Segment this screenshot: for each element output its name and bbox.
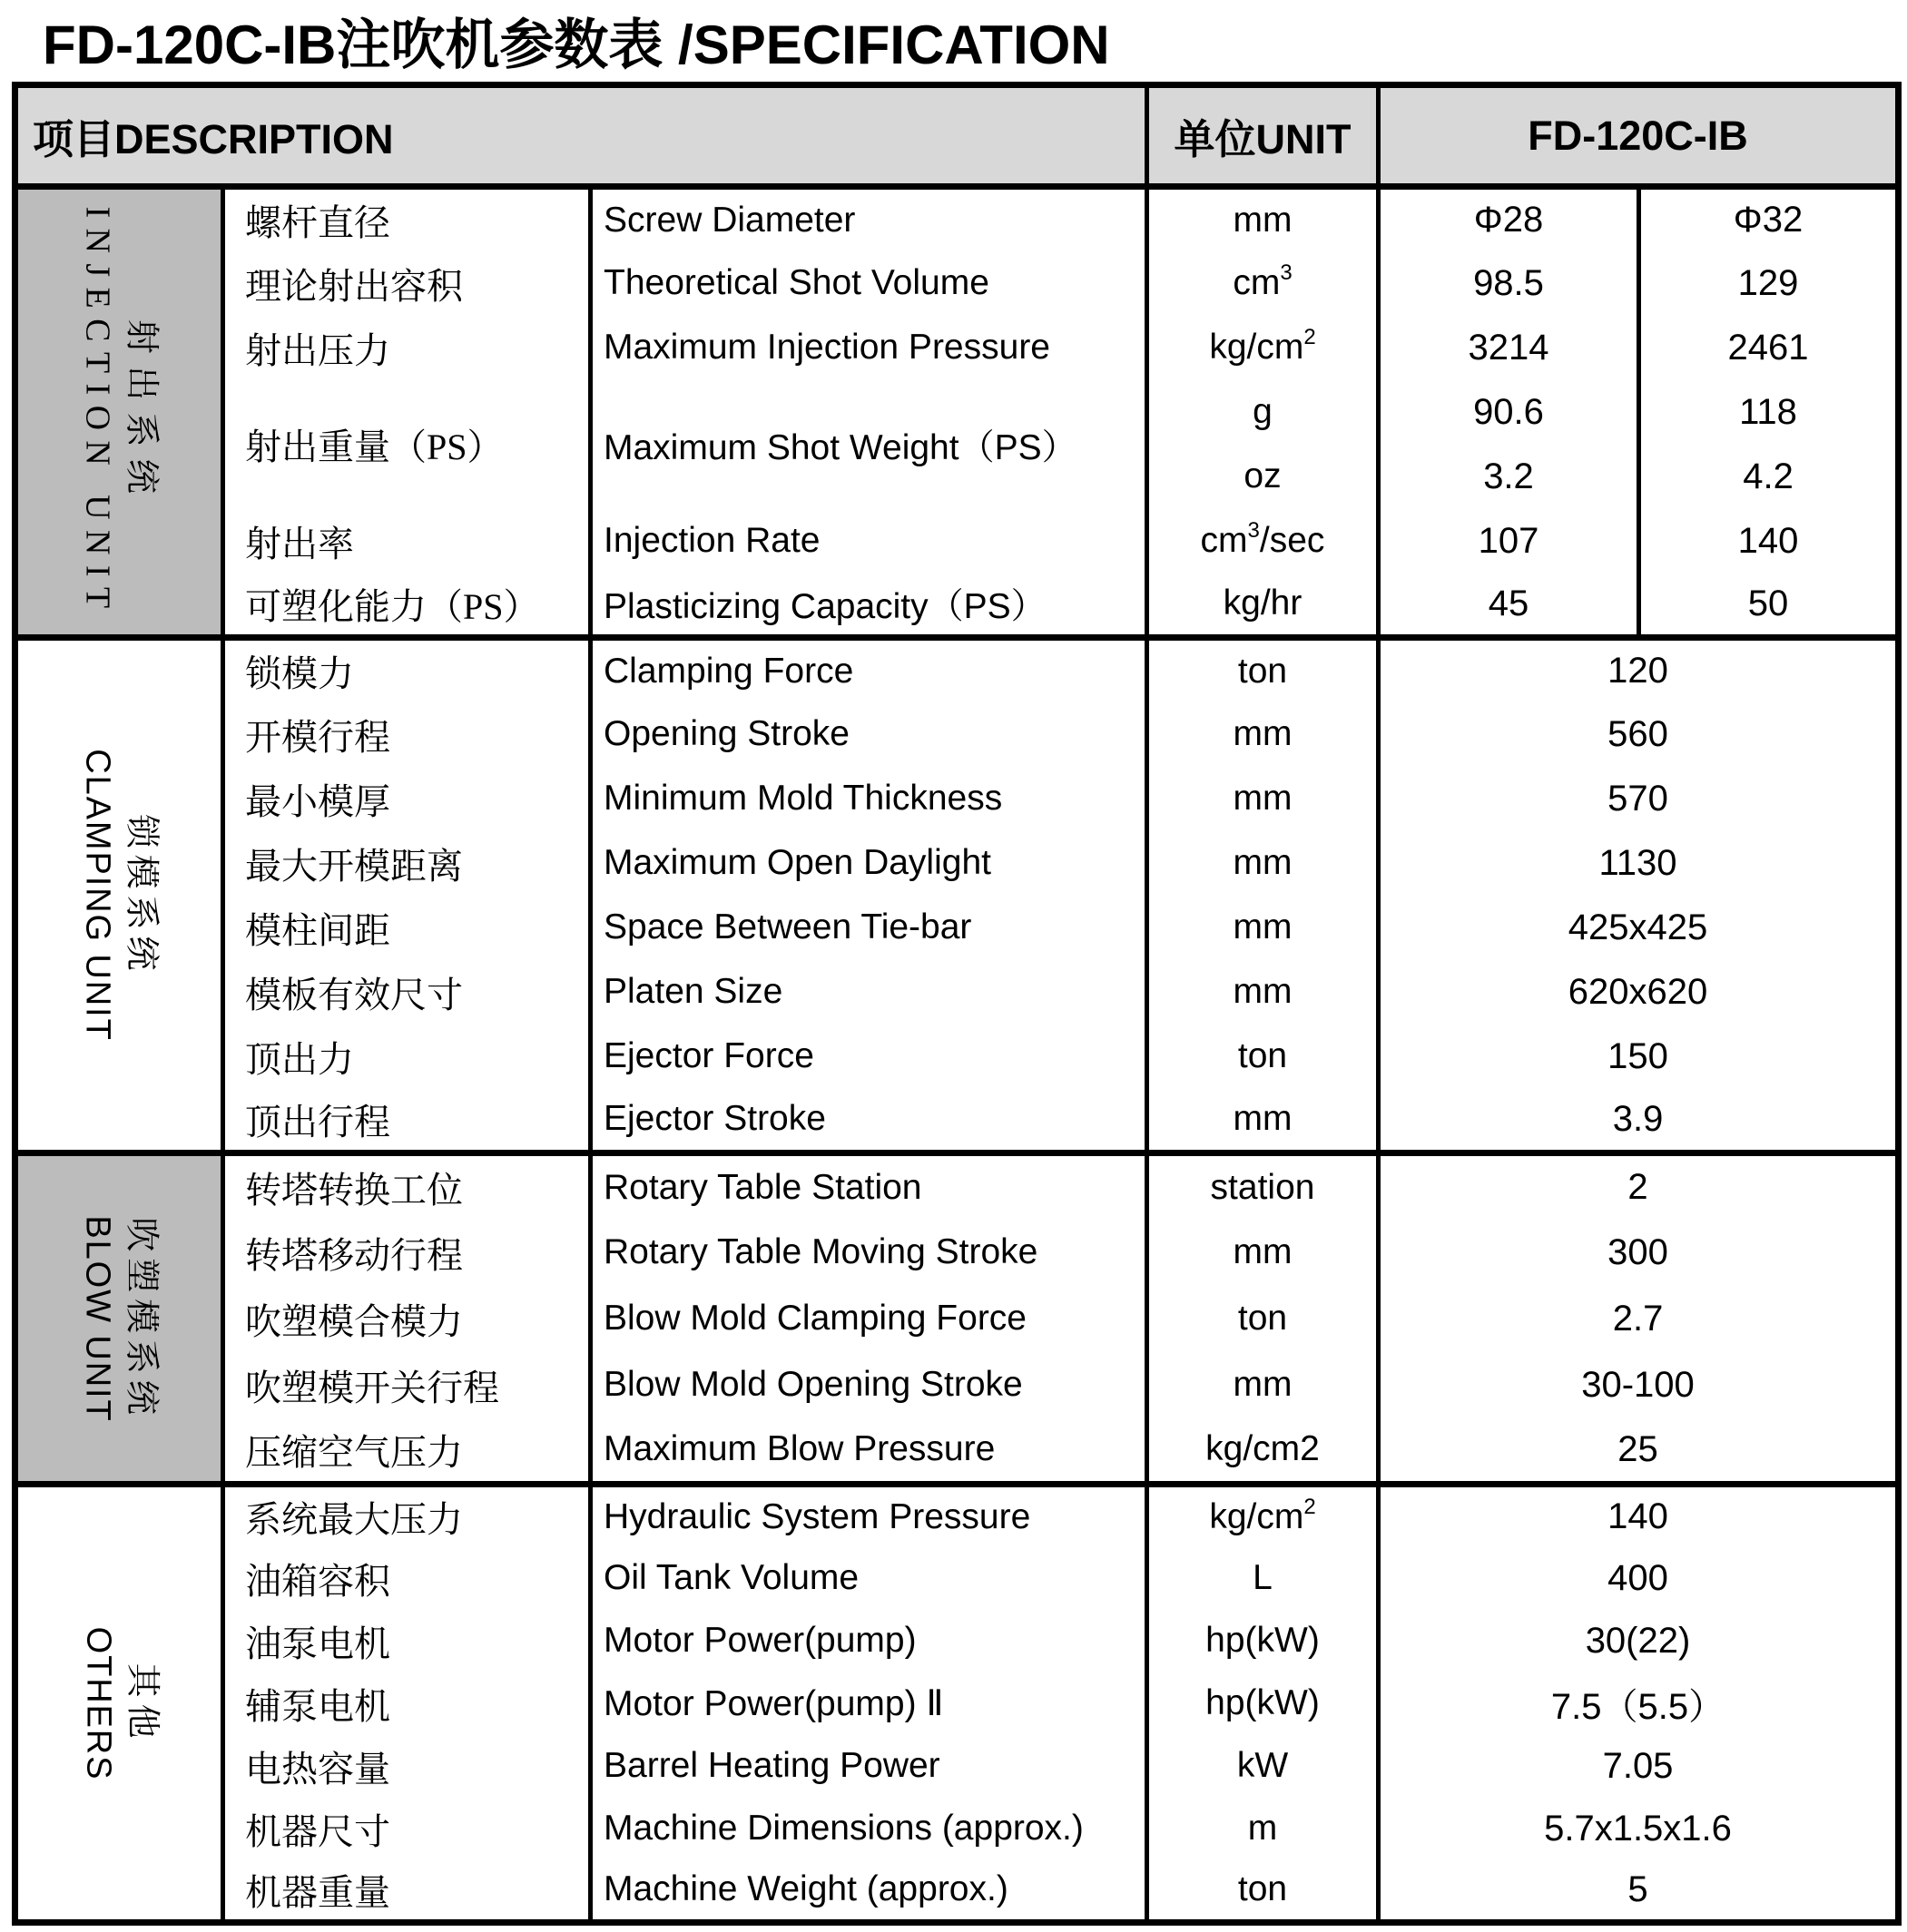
section-label-cn: 射出系统	[123, 319, 162, 505]
value-cell: 120	[1379, 638, 1899, 702]
unit-label: m	[1247, 1809, 1278, 1848]
section-label-rotated	[76, 749, 162, 1041]
row-label-en: Rotary Table Station	[591, 1153, 1147, 1220]
row-label-en: Space Between Tie-bar	[591, 896, 1147, 960]
value-cell: 25	[1379, 1418, 1899, 1485]
row-label-cn: 转塔移动行程	[223, 1220, 591, 1286]
unit-label: ton	[1237, 1869, 1288, 1909]
unit-cell	[1147, 702, 1379, 767]
unit-superscript: 3	[1280, 260, 1293, 285]
spec-table-header	[15, 85, 1899, 187]
section-label-en: CLAMPING UNIT	[79, 749, 118, 1042]
table-row	[15, 1860, 1899, 1923]
row-label-cn: 最小模厚	[223, 767, 591, 831]
unit-superscript: 3	[1247, 518, 1260, 543]
value-cell: Φ28	[1379, 187, 1639, 251]
row-label-en: Machine Weight (approx.)	[591, 1860, 1147, 1923]
row-label-en: Clamping Force	[591, 638, 1147, 702]
unit-cell	[1147, 1547, 1379, 1610]
table-row	[15, 1485, 1899, 1547]
table-row	[15, 831, 1899, 896]
table-row	[15, 1547, 1899, 1610]
value-cell: 98.5	[1379, 251, 1639, 316]
value-cell: 570	[1379, 767, 1899, 831]
unit-cell	[1147, 638, 1379, 702]
section-label-injection-unit	[15, 187, 223, 638]
row-label-cn: 系统最大压力	[223, 1485, 591, 1547]
unit-cell	[1147, 509, 1379, 574]
row-label-en: Opening Stroke	[591, 702, 1147, 767]
value-cell: 30(22)	[1379, 1610, 1899, 1672]
row-label-en: Maximum Shot Weight（PS）	[591, 380, 1147, 509]
spec-table	[12, 82, 1902, 1926]
value-cell: 2	[1379, 1153, 1899, 1220]
row-label-cn: 吹塑模合模力	[223, 1286, 591, 1352]
value-cell: 50	[1639, 574, 1899, 638]
unit-label: mm	[1233, 1099, 1293, 1139]
row-label-en: Blow Mold Opening Stroke	[591, 1352, 1147, 1418]
unit-label: ton	[1237, 1036, 1288, 1075]
value-cell: 90.6	[1379, 380, 1639, 445]
unit-cell	[1147, 767, 1379, 831]
section-label-blow-unit	[15, 1153, 223, 1485]
row-label-cn: 最大开模距离	[223, 831, 591, 896]
row-label-cn: 转塔转换工位	[223, 1153, 591, 1220]
unit-cell	[1147, 380, 1379, 445]
row-label-cn: 可塑化能力（PS）	[223, 574, 591, 638]
header-description: 项目DESCRIPTION	[15, 85, 1147, 187]
row-label-en: Theoretical Shot Volume	[591, 251, 1147, 316]
table-row	[15, 1610, 1899, 1672]
row-label-cn: 理论射出容积	[223, 251, 591, 316]
unit-cell	[1147, 1485, 1379, 1547]
value-cell: 560	[1379, 702, 1899, 767]
row-label-en: Barrel Heating Power	[591, 1735, 1147, 1798]
section-label-rotated	[76, 1626, 162, 1780]
table-row	[15, 702, 1899, 767]
unit-cell	[1147, 445, 1379, 509]
section-label-rotated	[76, 206, 162, 618]
unit-cell	[1147, 316, 1379, 380]
unit-superscript: 2	[1303, 1494, 1316, 1519]
unit-label-tail: /sec	[1259, 521, 1325, 560]
unit-cell	[1147, 1798, 1379, 1860]
unit-superscript: 2	[1303, 325, 1316, 349]
value-cell: 400	[1379, 1547, 1899, 1610]
table-row	[15, 1735, 1899, 1798]
unit-label: ton	[1237, 1299, 1288, 1338]
value-cell: 3214	[1379, 316, 1639, 380]
unit-cell	[1147, 1286, 1379, 1352]
row-label-en: Motor Power(pump) Ⅱ	[591, 1672, 1147, 1735]
row-label-cn: 油箱容积	[223, 1547, 591, 1610]
unit-cell	[1147, 251, 1379, 316]
spec-table-body	[15, 187, 1899, 1923]
section-label-en: INJECTION UNIT	[79, 205, 118, 619]
table-row	[15, 574, 1899, 638]
row-label-en: Maximum Injection Pressure	[591, 316, 1147, 380]
row-label-cn: 顶出行程	[223, 1089, 591, 1153]
value-cell: 45	[1379, 574, 1639, 638]
row-label-en: Hydraulic System Pressure	[591, 1485, 1147, 1547]
row-label-cn: 射出压力	[223, 316, 591, 380]
unit-label: cm	[1200, 521, 1248, 560]
row-label-en: Screw Diameter	[591, 187, 1147, 251]
value-cell: 7.05	[1379, 1735, 1899, 1798]
row-label-cn: 射出重量（PS）	[223, 380, 591, 509]
unit-label: kW	[1236, 1746, 1289, 1785]
header-model: FD-120C-IB	[1379, 85, 1899, 187]
table-row	[15, 1798, 1899, 1860]
value-cell: 118	[1639, 380, 1899, 445]
value-cell: 5.7x1.5x1.6	[1379, 1798, 1899, 1860]
section-label-cn: 锁模系统	[123, 813, 161, 977]
row-label-en: Blow Mold Clamping Force	[591, 1286, 1147, 1352]
row-label-en: Ejector Stroke	[591, 1089, 1147, 1153]
section-label-others	[15, 1485, 223, 1923]
section-label-wrap	[18, 1156, 221, 1481]
unit-cell	[1147, 1860, 1379, 1923]
table-row	[15, 1418, 1899, 1485]
unit-cell	[1147, 1025, 1379, 1089]
value-cell: 3.2	[1379, 445, 1639, 509]
value-cell: 2461	[1639, 316, 1899, 380]
value-cell: 150	[1379, 1025, 1899, 1089]
value-cell: 3.9	[1379, 1089, 1899, 1153]
value-cell: 4.2	[1639, 445, 1899, 509]
unit-cell	[1147, 1610, 1379, 1672]
table-row	[15, 960, 1899, 1025]
section-label-clamping-unit	[15, 638, 223, 1153]
row-label-cn: 压缩空气压力	[223, 1418, 591, 1485]
row-label-cn: 锁模力	[223, 638, 591, 702]
header-unit: 单位UNIT	[1147, 85, 1379, 187]
unit-label: mm	[1233, 200, 1293, 240]
unit-label: ton	[1237, 651, 1288, 691]
row-label-en: Platen Size	[591, 960, 1147, 1025]
unit-cell	[1147, 1672, 1379, 1735]
row-label-en: Plasticizing Capacity（PS）	[591, 574, 1147, 638]
section-label-wrap	[18, 641, 221, 1150]
value-cell: 30-100	[1379, 1352, 1899, 1418]
unit-cell	[1147, 960, 1379, 1025]
table-row	[15, 1220, 1899, 1286]
row-label-en: Maximum Open Daylight	[591, 831, 1147, 896]
value-cell: 107	[1379, 509, 1639, 574]
table-row	[15, 509, 1899, 574]
unit-label: hp(kW)	[1205, 1683, 1320, 1722]
unit-label: g	[1253, 392, 1273, 431]
unit-label: kg/cm	[1209, 1496, 1304, 1536]
table-row	[15, 1025, 1899, 1089]
row-label-cn: 顶出力	[223, 1025, 591, 1089]
section-label-en: OTHERS	[79, 1626, 118, 1780]
section-label-rotated	[76, 1215, 162, 1422]
value-cell: Φ32	[1639, 187, 1899, 251]
row-label-cn: 机器重量	[223, 1860, 591, 1923]
value-cell: 129	[1639, 251, 1899, 316]
row-label-en: Ejector Force	[591, 1025, 1147, 1089]
unit-label: mm	[1233, 1232, 1293, 1271]
unit-cell	[1147, 1153, 1379, 1220]
row-label-en: Oil Tank Volume	[591, 1547, 1147, 1610]
value-cell: 300	[1379, 1220, 1899, 1286]
row-label-cn: 模柱间距	[223, 896, 591, 960]
unit-label: mm	[1233, 907, 1293, 946]
unit-label: kg/hr	[1223, 584, 1302, 623]
value-cell: 1130	[1379, 831, 1899, 896]
table-row	[15, 638, 1899, 702]
table-row	[15, 767, 1899, 831]
value-cell: 140	[1639, 509, 1899, 574]
unit-cell	[1147, 574, 1379, 638]
table-row	[15, 316, 1899, 380]
table-row	[15, 380, 1899, 445]
row-label-en: Motor Power(pump)	[591, 1610, 1147, 1672]
unit-label: mm	[1233, 779, 1293, 818]
row-label-en: Maximum Blow Pressure	[591, 1418, 1147, 1485]
unit-label: hp(kW)	[1205, 1621, 1320, 1660]
value-cell: 140	[1379, 1485, 1899, 1547]
unit-label: L	[1253, 1558, 1273, 1597]
section-label-cn: 其他	[123, 1662, 161, 1744]
row-label-en: Minimum Mold Thickness	[591, 767, 1147, 831]
unit-cell	[1147, 896, 1379, 960]
unit-cell	[1147, 1089, 1379, 1153]
section-label-wrap	[18, 1487, 221, 1919]
unit-label: mm	[1233, 1365, 1293, 1404]
row-label-cn: 射出率	[223, 509, 591, 574]
unit-label: station	[1210, 1167, 1315, 1207]
header-row	[15, 85, 1899, 187]
row-label-cn: 辅泵电机	[223, 1672, 591, 1735]
row-label-cn: 开模行程	[223, 702, 591, 767]
row-label-en: Rotary Table Moving Stroke	[591, 1220, 1147, 1286]
unit-label: cm	[1233, 263, 1281, 302]
row-label-cn: 电热容量	[223, 1735, 591, 1798]
section-label-en: BLOW UNIT	[79, 1214, 118, 1423]
unit-cell	[1147, 831, 1379, 896]
row-label-cn: 油泵电机	[223, 1610, 591, 1672]
unit-cell	[1147, 1735, 1379, 1798]
row-label-en: Machine Dimensions (approx.)	[591, 1798, 1147, 1860]
page-title: FD-120C-IB注吹机参数表 /SPECIFICATION	[43, 15, 1110, 75]
table-row	[15, 1672, 1899, 1735]
unit-label: oz	[1243, 456, 1282, 495]
value-cell: 2.7	[1379, 1286, 1899, 1352]
section-label-wrap	[18, 190, 221, 634]
section-label-cn: 吹塑模系统	[123, 1216, 161, 1421]
unit-cell	[1147, 1418, 1379, 1485]
unit-label: kg/cm2	[1205, 1429, 1320, 1469]
table-row	[15, 1286, 1899, 1352]
unit-cell	[1147, 1352, 1379, 1418]
value-cell: 5	[1379, 1860, 1899, 1923]
unit-label: mm	[1233, 972, 1293, 1011]
row-label-en: Injection Rate	[591, 509, 1147, 574]
table-row	[15, 1089, 1899, 1153]
value-cell: 7.5（5.5）	[1379, 1672, 1899, 1735]
table-row	[15, 896, 1899, 960]
value-cell: 425x425	[1379, 896, 1899, 960]
unit-cell	[1147, 187, 1379, 251]
table-row	[15, 251, 1899, 316]
row-label-cn: 螺杆直径	[223, 187, 591, 251]
unit-label: mm	[1233, 714, 1293, 753]
row-label-cn: 机器尺寸	[223, 1798, 591, 1860]
row-label-cn: 模板有效尺寸	[223, 960, 591, 1025]
unit-label: mm	[1233, 843, 1293, 882]
row-label-cn: 吹塑模开关行程	[223, 1352, 591, 1418]
table-row	[15, 1153, 1899, 1220]
table-row	[15, 1352, 1899, 1418]
value-cell: 620x620	[1379, 960, 1899, 1025]
table-row	[15, 187, 1899, 251]
unit-cell	[1147, 1220, 1379, 1286]
unit-label: kg/cm	[1209, 328, 1304, 367]
